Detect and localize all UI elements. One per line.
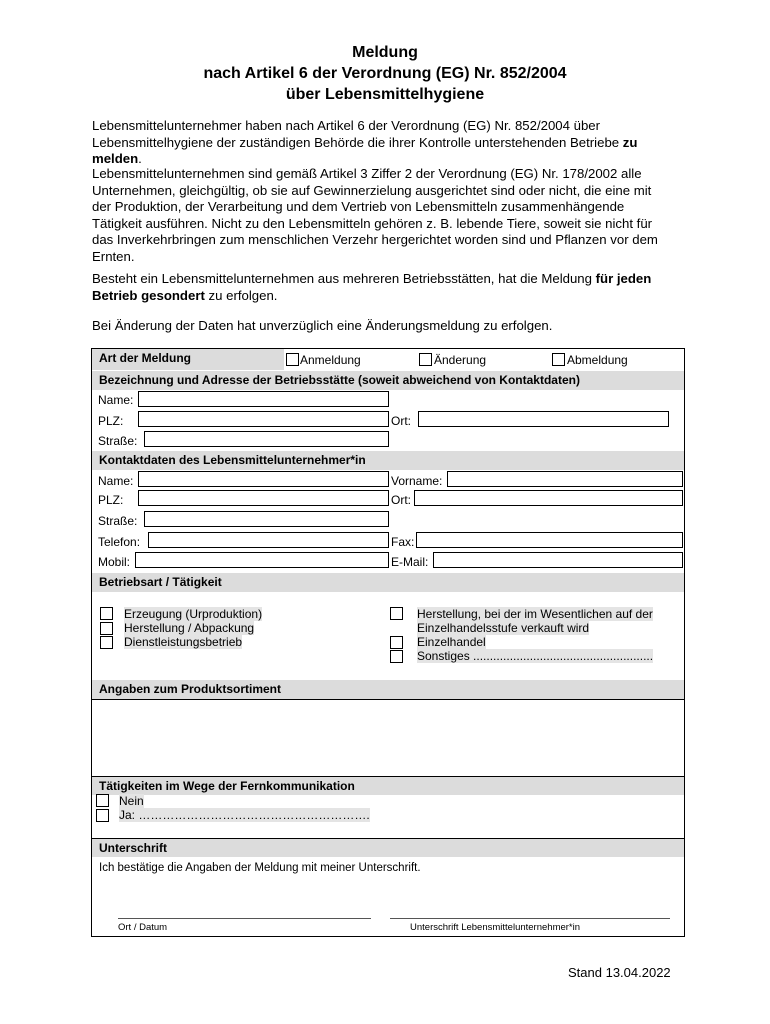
title-line-2: nach Artikel 6 der Verordnung (EG) Nr. 852/2004 (203, 65, 567, 82)
produktsortiment-header: Angaben zum Produktsortiment (92, 680, 684, 699)
betrieb-name-input[interactable] (138, 391, 389, 407)
einzelhandel-label: Einzelhandel (417, 635, 486, 649)
betrieb-ort-input[interactable] (418, 411, 669, 427)
herstellung-einzelhandelsstufe-label: Herstellung, bei der im Wesentlichen auf der (417, 607, 653, 621)
fernkommunikation-header: Tätigkeiten im Wege der Fernkommunikation (92, 776, 684, 795)
kontakt-ort-input[interactable] (414, 490, 683, 506)
unterschrift-header: Unterschrift (92, 838, 684, 857)
erzeugung-checkbox[interactable] (100, 607, 113, 620)
herstellung-abpackung-label: Herstellung / Abpackung (124, 621, 255, 635)
herstellung-einzelhandelsstufe-checkbox[interactable] (390, 607, 403, 620)
betrieb-strasse-label: Straße: (98, 434, 138, 448)
title-line-3: über Lebensmittelhygiene (285, 86, 485, 103)
abmeldung-checkbox[interactable] (552, 353, 565, 366)
einzelhandel-checkbox[interactable] (390, 636, 403, 649)
sonstiges-checkbox[interactable] (390, 650, 403, 663)
unterschrift-label: Unterschrift Lebensmittelunternehmer*in (410, 922, 581, 933)
dienstleistung-checkbox[interactable] (100, 636, 113, 649)
anmeldung-checkbox[interactable] (286, 353, 299, 366)
unterschrift-text: Ich bestätige die Angaben der Meldung mit meiner Unterschrift. (99, 862, 421, 874)
kontakt-vorname-input[interactable] (447, 471, 683, 487)
kontakt-telefon-input[interactable] (148, 532, 389, 548)
dienstleistung-label: Dienstleistungsbetrieb (124, 635, 243, 649)
betrieb-ort-label: Ort: (391, 414, 411, 428)
kontakt-fax-label: Fax: (391, 535, 415, 549)
kontakt-strasse-label: Straße: (98, 514, 138, 528)
intro-paragraph-2: Lebensmittelunternehmen sind gemäß Artikel 3 Ziffer 2 der Verordnung (EG) Nr. 178/2002 alle Unternehmen, gleichgültig, ob sie auf Gewinnerzielung ausgerichtet sind oder nicht, die eine mit der Produktion, der Verarbeitung und dem Vertrieb von Lebensmitteln zusammenhängende Tätigkeit ausführen. Nicht zu den Lebensmitteln gehören z. B. lebende Tiere, soweit sie nicht für das Inverkehrbringen zum menschlichen Verzehr hergerichtet worden sind und Pflanzen vor dem Ernten. (92, 166, 658, 264)
aenderung-label: Änderung (434, 353, 487, 367)
kontakt-email-input[interactable] (433, 552, 683, 568)
aenderung-checkbox[interactable] (419, 353, 432, 366)
sonstiges-label: Sonstiges ...................................................... (417, 649, 654, 663)
intro-paragraph-4: Bei Änderung der Daten hat unverzüglich eine Änderungsmeldung zu erfolgen. (92, 318, 553, 333)
abmeldung-label: Abmeldung (567, 353, 628, 367)
title-line-1: Meldung (352, 44, 418, 61)
betrieb-plz-label: PLZ: (98, 414, 124, 428)
kontakt-strasse-input[interactable] (144, 511, 389, 527)
unterschrift-line[interactable] (390, 918, 670, 919)
fern-nein-label: Nein (119, 794, 144, 808)
ort-datum-label: Ort / Datum (118, 922, 168, 933)
intro-paragraph-1: Lebensmittelunternehmer haben nach Artikel 6 der Verordnung (EG) Nr. 852/2004 über Lebensmittelhygiene der zuständigen Behörde die ihrer Kontrolle unterstehenden Betriebe zu melden. (92, 118, 638, 167)
produktsortiment-textarea[interactable] (92, 699, 684, 777)
kontakt-fax-input[interactable] (416, 532, 683, 548)
fern-nein-checkbox[interactable] (96, 794, 109, 807)
fern-ja-checkbox[interactable] (96, 809, 109, 822)
betrieb-strasse-input[interactable] (144, 431, 389, 447)
kontakt-plz-input[interactable] (138, 490, 389, 506)
kontakt-plz-label: PLZ: (98, 493, 124, 507)
fern-ja-label: Ja: …………………………………………………. (119, 808, 370, 822)
kontakt-ort-label: Ort: (391, 493, 411, 507)
kontakt-mobil-label: Mobil: (98, 555, 131, 569)
kontakt-vorname-label: Vorname: (391, 474, 443, 488)
betrieb-name-label: Name: (98, 393, 134, 407)
stand-date: Stand 13.04.2022 (568, 965, 671, 980)
kontaktdaten-header: Kontaktdaten des Lebensmittelunternehmer*in (92, 451, 684, 470)
herstellung-abpackung-checkbox[interactable] (100, 622, 113, 635)
ort-datum-line[interactable] (118, 918, 371, 919)
kontakt-telefon-label: Telefon: (98, 535, 141, 549)
betriebsstaette-header: Bezeichnung und Adresse der Betriebsstätte (soweit abweichend von Kontaktdaten) (92, 371, 684, 390)
art-der-meldung-label: Art der Meldung (92, 349, 284, 370)
erzeugung-label: Erzeugung (Urproduktion) (124, 607, 263, 621)
betrieb-plz-input[interactable] (138, 411, 389, 427)
anmeldung-label: Anmeldung (300, 353, 361, 367)
kontakt-mobil-input[interactable] (135, 552, 389, 568)
kontakt-name-input[interactable] (138, 471, 389, 487)
registration-form (91, 348, 685, 937)
betriebsart-header: Betriebsart / Tätigkeit (92, 573, 684, 592)
intro-paragraph-3: Besteht ein Lebensmittelunternehmen aus mehreren Betriebsstätten, hat die Meldung für jeden Betrieb gesondert zu erfolgen. (92, 271, 652, 303)
kontakt-name-label: Name: (98, 474, 134, 488)
herstellung-einzelhandelsstufe-label-2: Einzelhandelsstufe verkauft wird (417, 621, 590, 635)
kontakt-email-label: E-Mail: (391, 555, 429, 569)
